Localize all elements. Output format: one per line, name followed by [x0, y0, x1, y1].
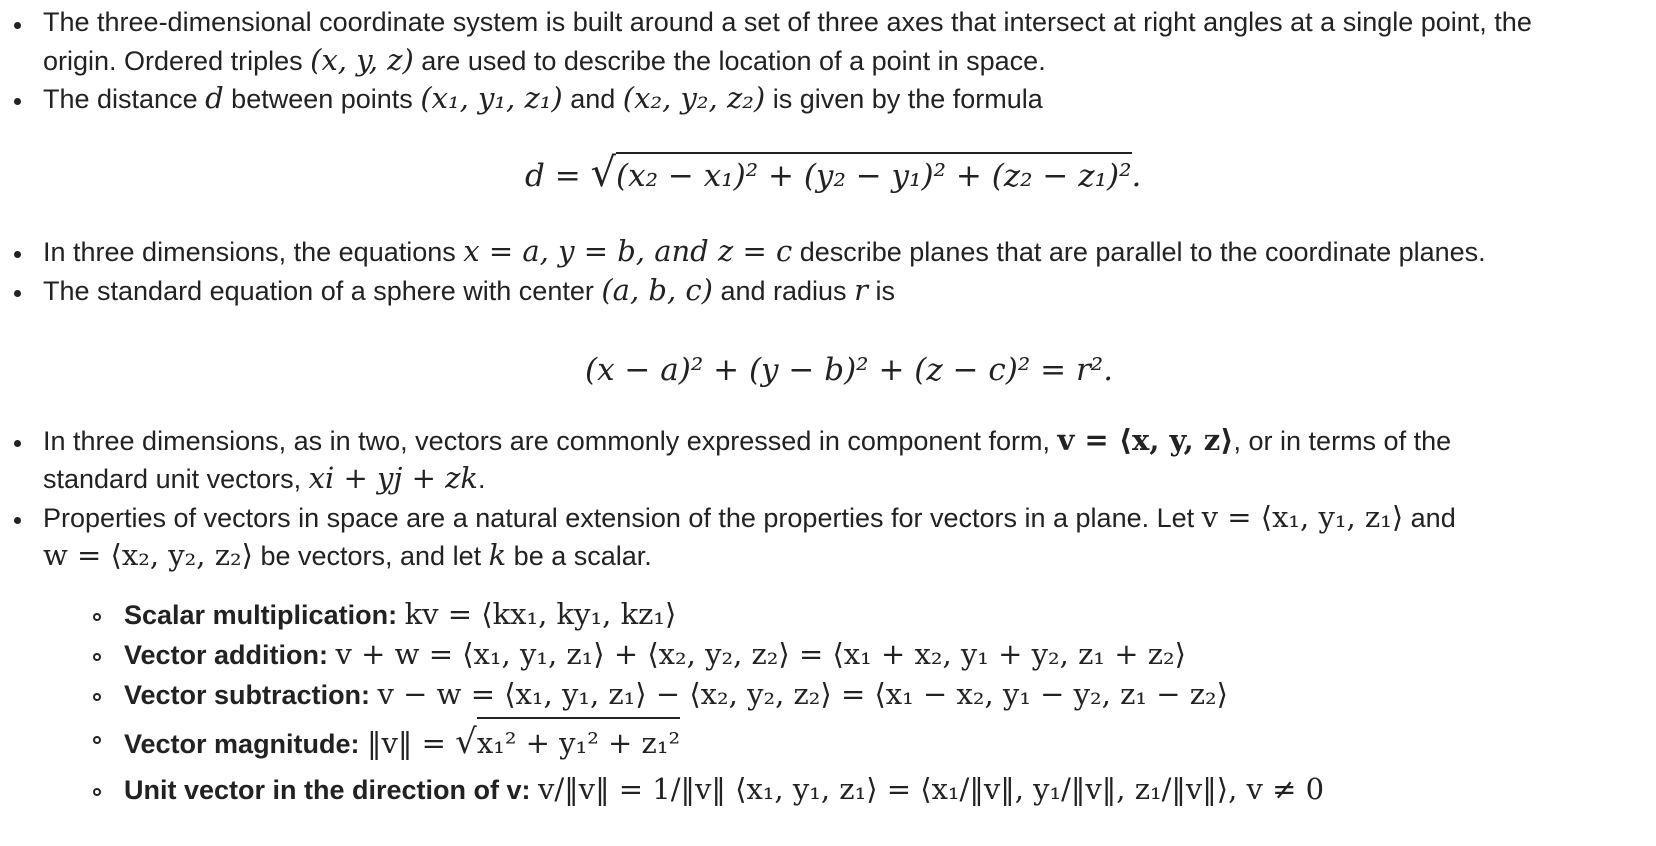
distance-end: .	[1131, 158, 1142, 194]
sqrt-sign: √	[455, 722, 477, 762]
property-expr: v/‖v‖ = 1/‖v‖ ⟨x₁, y₁, z₁⟩ = ⟨x₁/‖v‖, y₁/‖v‖, z₁/‖v‖⟩, v ≠ 0	[538, 772, 1325, 806]
math-inline: v = ⟨x, y, z⟩	[1057, 423, 1234, 457]
text: is	[867, 276, 895, 306]
bullet-marker	[10, 15, 24, 29]
bullet-6-line-1	[43, 497, 1456, 538]
text: between points	[223, 84, 421, 114]
math-inline: (x₁, y₁, z₁)	[420, 81, 563, 115]
property-expr: v − w = ⟨x₁, y₁, z₁⟩ − ⟨x₂, y₂, z₂⟩ = ⟨x₁ − x₂, y₁ − y₂, z₁ − z₂⟩	[377, 677, 1228, 711]
text: In three dimensions, as in two, vectors are commonly expressed in component form,	[43, 426, 1058, 456]
property-unit-vector	[124, 769, 1324, 810]
text: Properties of vectors in space are a natural extension of the properties for vectors in a plane. Let	[43, 503, 1202, 533]
bullet-marker	[10, 91, 24, 105]
bullet-6-line-2	[43, 535, 652, 576]
text: , or in terms of the	[1233, 426, 1452, 456]
bullet-5-line-2	[43, 458, 485, 499]
math-inline: (x, y, z)	[310, 43, 414, 77]
text: are used to describe the location of a point in space.	[413, 46, 1046, 76]
text: and	[562, 84, 623, 114]
math-inline: r	[854, 273, 868, 307]
math-inline: v = ⟨x₁, y₁, z₁⟩	[1201, 500, 1404, 534]
bullet-marker	[10, 433, 24, 447]
text: and	[1403, 503, 1456, 533]
text: The standard equation of a sphere with center	[43, 276, 602, 306]
property-label: Vector addition:	[124, 640, 336, 670]
math-inline: xi + yj + zk	[308, 461, 478, 495]
property-vector-subtraction	[124, 674, 1228, 715]
property-label: Vector magnitude:	[124, 729, 368, 759]
text: and radius	[712, 276, 855, 306]
text: .	[477, 464, 486, 494]
math-inline: w = ⟨x₂, y₂, z₂⟩	[43, 538, 253, 572]
property-vector-addition	[124, 634, 1186, 675]
sub-bullet-marker	[90, 782, 104, 796]
bullet-1-line-1: The three-dimensional coordinate system is built around a set of three axes that intersect at right angles at a single point, the	[43, 7, 1532, 37]
bullet-marker	[10, 244, 24, 258]
distance-lhs: d =	[525, 158, 591, 194]
property-label: Unit vector in the direction of v:	[124, 775, 539, 805]
math-inline: d	[205, 81, 224, 115]
text: origin. Ordered triples	[43, 46, 311, 76]
property-label: Scalar multiplication:	[124, 600, 405, 630]
math-inline: (a, b, c)	[601, 273, 713, 307]
property-expr-radicand: x₁² + y₁² + z₁²	[477, 717, 680, 763]
sub-bullet-marker	[90, 730, 104, 744]
property-expr: kv = ⟨kx₁, ky₁, kz₁⟩	[404, 597, 677, 631]
math-inline: x = a, y = b, and z = c	[463, 234, 793, 268]
distance-formula	[525, 150, 1141, 196]
sub-bullet-marker	[90, 607, 104, 621]
sphere-formula: (x − a)² + (y − b)² + (z − c)² = r².	[585, 352, 1114, 388]
text: The distance	[43, 84, 206, 114]
text: In three dimensions, the equations	[43, 237, 464, 267]
text: be a scalar.	[506, 541, 652, 571]
bullet-2-line	[43, 78, 1043, 119]
property-scalar-multiplication	[124, 594, 676, 635]
property-expr: v + w = ⟨x₁, y₁, z₁⟩ + ⟨x₂, y₂, z₂⟩ = ⟨x₁ + x₂, y₁ + y₂, z₁ + z₂⟩	[335, 637, 1186, 671]
bullet-1-line-2	[43, 40, 1046, 81]
text: is given by the formula	[765, 84, 1043, 114]
bullet-marker	[10, 510, 24, 524]
bullet-5-line-1	[43, 420, 1451, 461]
property-label: Vector subtraction:	[124, 680, 378, 710]
bullet-4-line	[43, 270, 895, 311]
text: describe planes that are parallel to the coordinate planes.	[792, 237, 1486, 267]
text: standard unit vectors,	[43, 464, 309, 494]
distance-radicand: (x₂ − x₁)² + (y₂ − y₁)² + (z₂ − z₁)²	[616, 152, 1131, 194]
math-inline: (x₂, y₂, z₂)	[622, 81, 766, 115]
bullet-marker	[10, 283, 24, 297]
math-inline: k	[488, 538, 507, 572]
property-expr-lhs: ‖v‖ =	[367, 726, 456, 760]
sqrt-sign: √	[590, 150, 617, 196]
bullet-3-line	[43, 231, 1486, 272]
text: be vectors, and let	[252, 541, 489, 571]
property-vector-magnitude	[124, 717, 680, 764]
sub-bullet-marker	[90, 647, 104, 661]
sub-bullet-marker	[90, 687, 104, 701]
